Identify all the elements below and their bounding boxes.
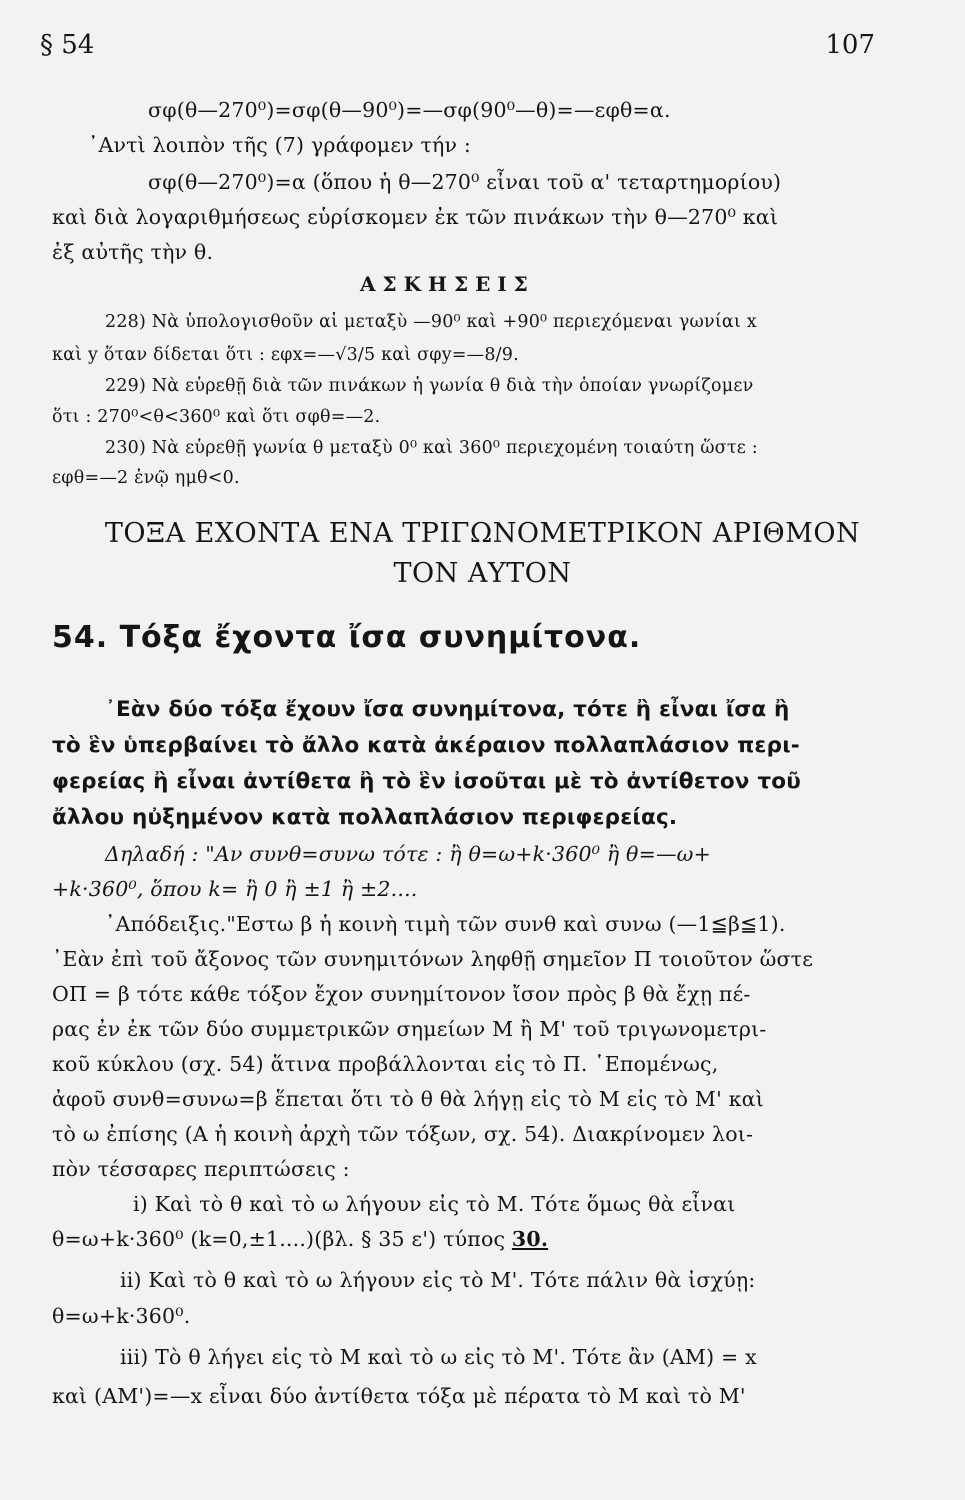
exercise-line: 230) Νὰ εὑρεθῇ γωνία θ μεταξὺ 0⁰ καὶ 360⁰ περιεχομένη τοιαύτη ὥστε : <box>105 438 758 458</box>
proof-line: ᾿Απόδειξις."Εστω β ἡ κοινὴ τιμὴ τῶν συνθ καὶ συνω (—1≦β≦1). <box>105 912 786 936</box>
exercise-line: 229) Νὰ εὑρεθῇ διὰ τῶν πινάκων ἡ γωνία θ διὰ τὴν ὁποίαν γνωρίζομεν <box>105 376 754 396</box>
page-number: 107 <box>825 30 875 60</box>
formula-reference: 30. <box>511 1227 549 1251</box>
theorem-line: ᾿Εὰν δύο τόξα ἔχουν ἴσα συνημίτονα, τότε ἢ εἶναι ἴσα ἢ <box>105 697 790 722</box>
case-line: i) Καὶ τὸ θ καὶ τὸ ω λήγουν εἰς τὸ Μ. Τότε ὅμως θὰ εἶναι <box>133 1192 736 1216</box>
section-reference: § 54 <box>40 30 95 60</box>
intro-line: καὶ διὰ λογαριθμήσεως εὑρίσκομεν ἐκ τῶν πινάκων τὴν θ—270⁰ καὶ <box>52 205 779 229</box>
intro-line: ἐξ αὐτῆς τὴν θ. <box>52 240 214 264</box>
proof-line: πὸν τέσσαρες περιπτώσεις : <box>52 1157 350 1181</box>
case-line: θ=ω+k·360⁰. <box>52 1304 191 1328</box>
section-title: 54. Τόξα ἔχοντα ἴσα συνημίτονα. <box>52 620 642 655</box>
proof-line: κοῦ κύκλου (σχ. 54) ἅτινα προβάλλονται εἰς τὸ Π. ῾Επομένως, <box>52 1052 719 1076</box>
exercise-line: ὅτι : 270⁰<θ<360⁰ καὶ ὅτι σφθ=—2. <box>52 407 381 427</box>
proof-line: ἀφοῦ συνθ=συνω=β ἕπεται ὅτι τὸ θ θὰ λήγῃ εἰς τὸ Μ εἰς τὸ Μ' καὶ <box>52 1087 764 1111</box>
proof-line: ρας ἐν ἐκ τῶν δύο συμμετρικῶν σημείων Μ ἢ Μ' τοῦ τριγωνομετρι- <box>52 1017 767 1041</box>
proof-line: τὸ ω ἐπίσης (Α ἡ κοινὴ ἀρχὴ τῶν τόξων, σχ. 54). Διακρίνομεν λοι- <box>52 1122 754 1146</box>
chapter-title: ΤΟΞΑ ΕΧΟΝΤΑ ΕΝΑ ΤΡΙΓΩΝΟΜΕΤΡΙΚΟΝ ΑΡΙΘΜΟΝ <box>104 518 861 549</box>
chapter-title: ΤΟΝ ΑΥΤΟΝ <box>393 558 572 589</box>
case-formula: θ=ω+k·360⁰ (k=0,±1....)(βλ. § 35 ε') τύπος <box>52 1227 506 1251</box>
case-line: ii) Καὶ τὸ θ καὶ τὸ ω λήγουν εἰς τὸ Μ'. Τότε πάλιν θὰ ἰσχύῃ: <box>120 1268 756 1292</box>
exercise-line: 228) Νὰ ὑπολογισθοῦν αἱ μεταξὺ —90⁰ καὶ +90⁰ περιεχόμεναι γωνίαι x <box>105 312 757 332</box>
case-line <box>52 1227 548 1251</box>
case-line: iii) Τὸ θ λήγει εἰς τὸ Μ καὶ τὸ ω εἰς τὸ Μ'. Τότε ἂν (ΑΜ) = x <box>120 1345 757 1369</box>
statement-line: +k·360⁰, ὅπου k= ἢ 0 ἢ ±1 ἢ ±2.... <box>52 877 418 901</box>
intro-line: ᾿Αντὶ λοιπὸν τῆς (7) γράφομεν τήν : <box>88 133 472 157</box>
intro-line: σφ(θ—270⁰)=σφ(θ—90⁰)=—σφ(90⁰—θ)=—εφθ=α. <box>148 98 671 122</box>
exercises-heading: ΑΣΚΗΣΕΙΣ <box>360 272 535 296</box>
theorem-line: ἄλλου ηὐξημένον κατὰ πολλαπλάσιον περιφερείας. <box>52 805 678 830</box>
intro-line: σφ(θ—270⁰)=α (ὅπου ἡ θ—270⁰ εἶναι τοῦ α' τεταρτημορίου) <box>148 170 782 194</box>
statement-line: Δηλαδή : "Αν συνθ=συνω τότε : ἢ θ=ω+k·360⁰ ἢ θ=—ω+ <box>105 842 711 866</box>
proof-line: ΟΠ = β τότε κάθε τόξον ἔχον συνημίτονον ἴσον πρὸς β θὰ ἔχῃ πέ- <box>52 982 751 1006</box>
theorem-line: τὸ ἓν ὑπερβαίνει τὸ ἄλλο κατὰ ἀκέραιον πολλαπλάσιον περι- <box>52 733 800 758</box>
exercise-line: καὶ y ὅταν δίδεται ὅτι : εφx=—√3/5 καὶ σφy=—8/9. <box>52 345 519 365</box>
theorem-line: φερείας ἢ εἶναι ἀντίθετα ἢ τὸ ἓν ἰσοῦται μὲ τὸ ἀντίθετον τοῦ <box>52 769 801 794</box>
proof-line: ᾿Εὰν ἐπὶ τοῦ ἄξονος τῶν συνημιτόνων ληφθῇ σημεῖον Π τοιοῦτον ὥστε <box>52 947 814 971</box>
exercise-line: εφθ=—2 ἐνῷ ημθ<0. <box>52 468 240 488</box>
case-line: καὶ (ΑΜ')=—x εἶναι δύο ἀντίθετα τόξα μὲ πέρατα τὸ Μ καὶ τὸ Μ' <box>52 1384 746 1408</box>
